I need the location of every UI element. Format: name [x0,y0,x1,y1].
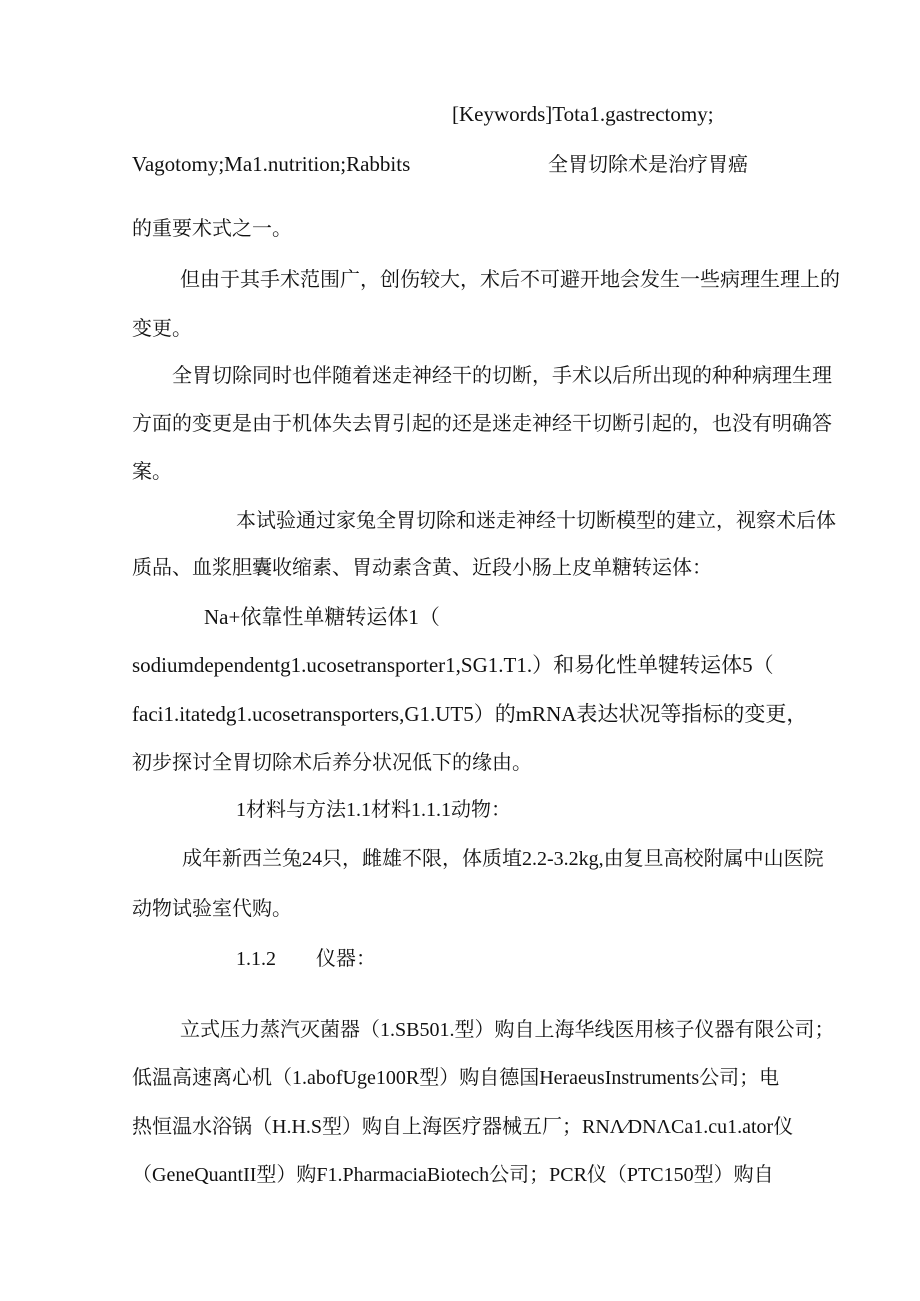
paragraph-line: 动物试验室代购。 [132,898,292,920]
paragraph-line: （GeneQuantII型）购F1.PharmaciaBiotech公司；PCR仪（PTC150型）购自 [132,1164,774,1186]
paragraph-line: 初步探讨全胃切除术后养分状况低下的缘由。 [132,752,532,774]
paragraph-line: Na+依靠性单糖转运体1（ [204,605,440,629]
paragraph-line: 立式压力蒸汽灭菌器（1.SB501.型）购自上海华线医用核子仪器有限公司； [180,1019,835,1041]
paragraph-line: 热恒温水浴锅（H.H.S型）购自上海医疗器械五厂；RNΛ∕DNΛCa1.cu1.ator仪 [132,1116,794,1138]
paragraph-line: 方面的变更是由于机体失去胃引起的还是迷走神经干切断引起的，也没有明确答 [132,413,832,435]
paragraph-line: 案。 [132,461,172,483]
paragraph-line: faci1.itatedg1.ucosetransporters,G1.UT5）的mRNA表达状况等指标的变更， [132,702,808,726]
paragraph-line: sodiumdependentg1.ucosetransporter1,SG1.T1.）和易化性单犍转运体5（ [132,653,774,677]
paragraph-line: 全胃切除术是治疗胃癌 [548,154,748,176]
paragraph-line: 成年新西兰兔24只，雌雄不限，体质埴2.2-3.2kg,由复旦高校附属中山医院 [182,848,824,870]
section-heading: 1.1.2 仪器： [236,948,376,970]
paragraph-line: 的重要术式之一。 [132,218,292,240]
paragraph-line: 变更。 [132,318,192,340]
keywords-line-2: Vagotomy;Ma1.nutrition;Rabbits [132,152,411,176]
section-heading: 1材料与方法1.1材料1.1.1动物： [236,799,511,821]
paragraph-line: 全胃切除同时也伴随着迷走神经干的切断，手术以后所出现的种种病理生理 [172,365,832,387]
keywords-line-1: [Keywords]Tota1.gastrectomy; [452,102,714,126]
paragraph-line: 本试验通过家兔全胃切除和迷走神经十切断模型的建立，视察术后体 [236,510,836,532]
paragraph-line: 低温高速离心机（1.abofUge100R型）购自德国HeraeusInstruments公司；电 [132,1067,780,1089]
paragraph-line: 但由于其手术范围广，创伤较大，术后不可避开地会发生一些病理生理上的 [180,269,840,291]
paragraph-line: 质品、血浆胆囊收缩素、胃动素含黄、近段小肠上皮单糖转运体： [132,557,712,579]
